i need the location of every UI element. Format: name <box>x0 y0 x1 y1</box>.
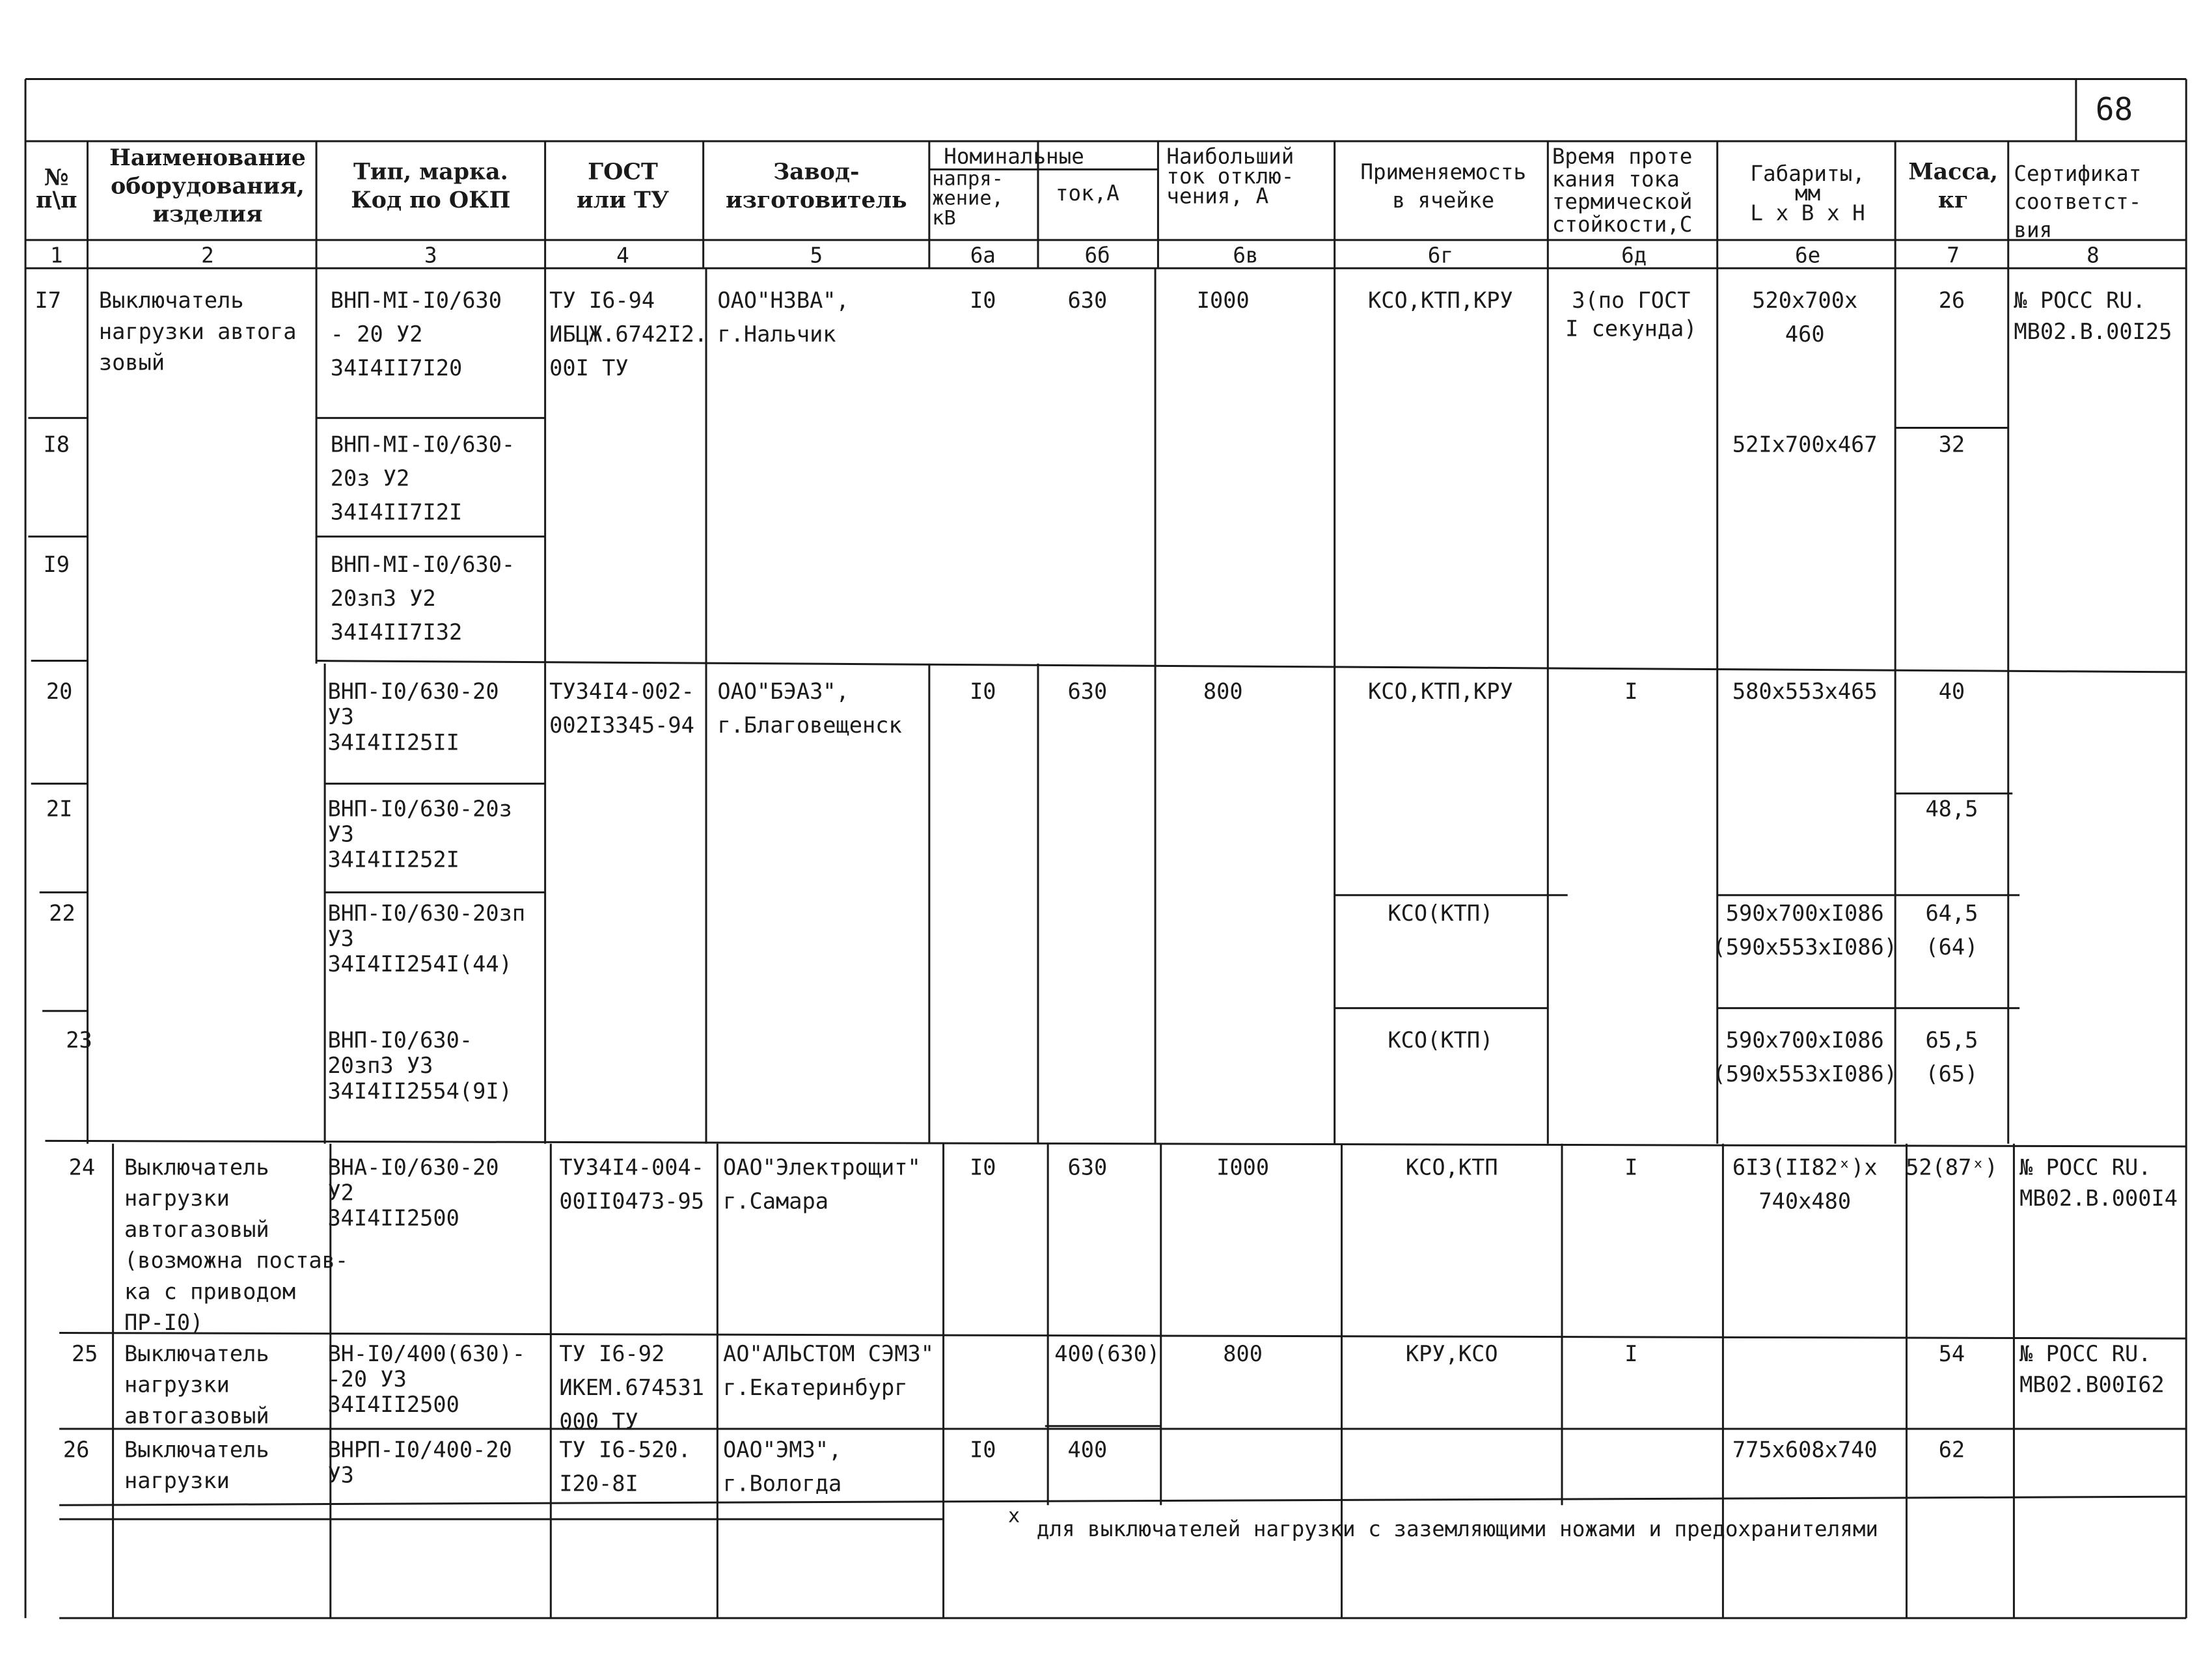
header-certificate: соответст- <box>2014 189 2142 215</box>
type-code: 34I4II2500 <box>327 1392 459 1417</box>
type-code: - 20 У2 <box>330 321 423 347</box>
header-applicability: в ячейке <box>1392 187 1495 213</box>
grid-line <box>59 1497 2186 1505</box>
header-withstand-time: Время проте <box>1552 144 1693 169</box>
header-breaking-current: Наибольший <box>1166 144 1294 169</box>
header-gost: или ТУ <box>576 186 670 213</box>
table-text-layer <box>35 92 2178 1541</box>
column-number: 2 <box>201 243 214 268</box>
type-code: 20з У2 <box>330 465 410 491</box>
column-number: 1 <box>49 243 63 268</box>
certificate-value: МВ02.В00I62 <box>2019 1372 2165 1398</box>
manufacturer: г.Самара <box>723 1188 828 1214</box>
dimensions-value: 52Ix700x467 <box>1732 431 1878 457</box>
row-number: 2I <box>46 796 73 822</box>
header-maker: изготовитель <box>725 186 907 213</box>
header-withstand-time: термической <box>1552 189 1693 215</box>
row-number: 24 <box>68 1154 96 1180</box>
header-voltage: кВ <box>932 207 956 230</box>
header-nominal: Номинальные <box>944 144 1084 169</box>
header-mass: Масса, <box>1908 158 1999 185</box>
type-code: ВНП-МI-I0/630- <box>330 551 515 577</box>
dimensions-value: 580x553x465 <box>1732 679 1878 705</box>
header-certificate: вия <box>2014 217 2053 243</box>
withstand-time-value: I <box>1624 1154 1638 1180</box>
column-number: 6г <box>1427 243 1454 268</box>
certificate-value: № РОСС RU. <box>2019 1154 2152 1180</box>
row-number: 23 <box>66 1027 92 1053</box>
type-code: -20 У3 <box>327 1366 407 1392</box>
type-code: ВНА-I0/630-20 <box>327 1154 499 1180</box>
withstand-time-value: I <box>1624 1340 1638 1366</box>
dimensions-value: (590x553xI086) <box>1712 1061 1897 1087</box>
mass-value: (65) <box>1925 1061 1978 1087</box>
row-number: I8 <box>43 431 70 457</box>
gost-spec: 002I3345-94 <box>549 712 694 738</box>
current-value: 400(630) <box>1054 1340 1160 1366</box>
row-number: I7 <box>34 288 62 314</box>
header-withstand-time: кания тока <box>1552 167 1680 192</box>
grid-line <box>59 1333 2186 1338</box>
mass-value: 65,5 <box>1925 1027 1978 1053</box>
manufacturer: ОАО"БЭАЗ", <box>717 679 849 705</box>
gost-spec: ИКЕМ.674531 <box>559 1374 705 1400</box>
dimensions-value: 590x700xI086 <box>1725 900 1884 926</box>
column-number: 7 <box>1947 243 1960 268</box>
certificate-value: № РОСС RU. <box>2014 288 2146 314</box>
type-code: 20зп3 У2 <box>330 585 436 611</box>
row-number: 22 <box>49 900 75 926</box>
type-code: У3 <box>327 925 354 951</box>
equipment-name: ка с приводом <box>124 1279 296 1305</box>
page-number: 68 <box>2095 92 2133 128</box>
certificate-value: МВ02.В.000I4 <box>2019 1185 2178 1212</box>
header-gost: ГОСТ <box>588 158 658 185</box>
breaking-current-value: I000 <box>1216 1154 1270 1180</box>
dimensions-value: 6I3(II82ˣ)x <box>1732 1154 1878 1180</box>
withstand-time-value: 3(по ГОСТ <box>1572 288 1691 314</box>
row-number: 25 <box>71 1340 98 1366</box>
certificate-value: № РОСС RU. <box>2019 1340 2152 1366</box>
manufacturer: г.Екатеринбург <box>723 1374 908 1400</box>
current-value: 630 <box>1067 1154 1108 1180</box>
type-code: ВНП-МI-I0/630 <box>330 288 502 314</box>
header-type: Код по ОКП <box>351 186 511 213</box>
voltage-value: I0 <box>970 288 996 314</box>
gost-spec: ТУ I6-520. <box>559 1437 691 1463</box>
header-certificate: Сертификат <box>2014 161 2142 186</box>
type-code: У3 <box>327 1462 354 1488</box>
gost-spec: ТУ I6-92 <box>559 1340 665 1366</box>
type-code: 34I4II25II <box>327 729 459 755</box>
gost-spec: ИБЦЖ.6742I2. <box>549 321 708 347</box>
equipment-name: нагрузки <box>124 1185 230 1212</box>
withstand-time-value: I <box>1624 679 1638 705</box>
header-dimensions: Габариты, <box>1750 161 1865 186</box>
type-code: ВНП-МI-I0/630- <box>330 431 515 457</box>
column-number: 6в <box>1233 243 1259 268</box>
type-code: ВНРП-I0/400-20 <box>327 1437 512 1463</box>
applicability-value: КСО,КТП <box>1405 1154 1498 1180</box>
manufacturer: г.Вологда <box>723 1470 842 1497</box>
mass-value: (64) <box>1925 934 1978 960</box>
equipment-name: нагрузки автога <box>98 318 297 344</box>
equipment-name: (возможна постав- <box>124 1247 349 1273</box>
type-code: У2 <box>327 1180 354 1206</box>
applicability-value: КСО,КТП,КРУ <box>1368 288 1513 314</box>
equipment-name: нагрузки <box>124 1372 230 1398</box>
current-value: 630 <box>1067 679 1108 705</box>
mass-value: 54 <box>1938 1340 1965 1366</box>
column-number: 6д <box>1621 243 1647 268</box>
header-dimensions: мм <box>1794 181 1821 206</box>
column-number: 6а <box>970 243 996 268</box>
column-number: 6е <box>1794 243 1821 268</box>
dimensions-value: (590x553xI086) <box>1712 934 1897 960</box>
row-number: I9 <box>43 551 70 577</box>
header-name: изделия <box>152 200 263 228</box>
mass-value: 26 <box>1938 288 1965 314</box>
type-code: 34I4II2500 <box>327 1205 459 1231</box>
manufacturer: ОАО"НЗВА", <box>717 288 849 314</box>
header-no: п\п <box>36 186 77 213</box>
equipment-name: Выключатель <box>124 1340 269 1366</box>
voltage-value: I0 <box>970 1437 996 1463</box>
equipment-name: нагрузки <box>124 1468 230 1494</box>
header-breaking-current: чения, А <box>1166 183 1269 209</box>
current-value: 400 <box>1067 1437 1108 1463</box>
gost-spec: ТУ I6-94 <box>549 288 655 314</box>
gost-spec: ТУ34I4-004- <box>559 1154 705 1180</box>
type-code: 34I4II7I32 <box>330 619 463 645</box>
header-applicability: Применяемость <box>1360 159 1527 185</box>
equipment-name: автогазовый <box>124 1403 269 1429</box>
equipment-name: зовый <box>98 349 165 375</box>
type-code: 34I4II7I2I <box>330 499 463 525</box>
type-code: У3 <box>327 821 354 847</box>
column-number: 3 <box>424 243 437 268</box>
equipment-name: Выключатель <box>98 288 244 314</box>
header-name: оборудования, <box>111 172 305 200</box>
gost-spec: 00II0473-95 <box>559 1188 705 1214</box>
equipment-name: Выключатель <box>124 1437 269 1463</box>
manufacturer: АО"АЛЬСТОМ СЭМЗ" <box>723 1340 934 1366</box>
row-number: 20 <box>46 679 73 705</box>
type-code: У3 <box>327 704 354 730</box>
header-type: Тип, марка. <box>353 158 508 185</box>
column-number: 6б <box>1084 243 1110 268</box>
type-code: ВНП-I0/630-20зп <box>327 900 526 926</box>
footnote-mark: x <box>1007 1504 1020 1528</box>
mass-value: 32 <box>1938 431 1965 457</box>
breaking-current-value: 800 <box>1223 1340 1263 1366</box>
equipment-name: Выключатель <box>124 1154 269 1180</box>
dimensions-value: 460 <box>1785 321 1825 347</box>
type-code: ВНП-I0/630-20з <box>327 796 512 822</box>
header-dimensions: L x B x H <box>1750 200 1865 226</box>
applicability-value: КСО(КТП) <box>1388 1027 1494 1053</box>
type-code: ВНП-I0/630-20 <box>327 679 499 705</box>
row-number: 26 <box>62 1437 90 1463</box>
header-breaking-current: ток отклю- <box>1166 164 1294 189</box>
mass-value: 52(87ˣ) <box>1906 1154 1998 1180</box>
dimensions-value: 775x608x740 <box>1732 1437 1878 1463</box>
certificate-value: МВ02.В.00I25 <box>2014 318 2172 344</box>
header-voltage: жение, <box>932 187 1004 210</box>
type-code: 34I4II252I <box>327 847 459 873</box>
manufacturer: ОАО"Электрощит" <box>723 1154 921 1180</box>
grid-line <box>316 661 2186 672</box>
gost-spec: ТУ34I4-002- <box>549 679 694 705</box>
manufacturer: г.Нальчик <box>717 321 836 347</box>
type-code: 34I4II2554(9I) <box>327 1078 512 1104</box>
column-number: 4 <box>616 243 629 268</box>
applicability-value: КСО,КТП,КРУ <box>1368 679 1513 705</box>
header-current: ток,А <box>1055 181 1119 206</box>
header-name: Наименование <box>109 144 306 171</box>
manufacturer: г.Благовещенск <box>717 712 902 738</box>
mass-value: 48,5 <box>1925 796 1978 822</box>
applicability-value: КСО(КТП) <box>1388 900 1494 926</box>
withstand-time-value: I секунда) <box>1565 316 1697 342</box>
equipment-name: автогазовый <box>124 1216 269 1242</box>
voltage-value: I0 <box>970 1154 996 1180</box>
column-number: 8 <box>2087 243 2100 268</box>
header-voltage: напря- <box>932 167 1004 191</box>
gost-spec: 000 ТУ <box>559 1409 638 1435</box>
voltage-value: I0 <box>970 679 996 705</box>
header-no: № <box>44 164 69 191</box>
mass-value: 40 <box>1938 679 1965 705</box>
equipment-name: ПР-I0) <box>124 1310 204 1336</box>
type-code: ВНП-I0/630- <box>327 1027 473 1053</box>
manufacturer: ОАО"ЭМЗ", <box>723 1437 842 1463</box>
gost-spec: I20-8I <box>559 1470 638 1497</box>
column-number: 5 <box>810 243 823 268</box>
type-code: 20зп3 У3 <box>327 1053 433 1079</box>
breaking-current-value: I000 <box>1196 288 1250 314</box>
type-code: 34I4II7I20 <box>330 355 463 381</box>
type-code: ВН-I0/400(630)- <box>327 1340 526 1366</box>
type-code: 34I4II254I(44) <box>327 951 512 977</box>
applicability-value: КРУ,КСО <box>1405 1340 1498 1366</box>
grid-line <box>45 1141 2186 1146</box>
dimensions-value: 740x480 <box>1758 1188 1852 1214</box>
dimensions-value: 590x700xI086 <box>1725 1027 1884 1053</box>
footnote-text: для выключателей нагрузки с заземляющими ножами и предохранителями <box>1036 1516 1879 1541</box>
mass-value: 64,5 <box>1925 900 1978 926</box>
gost-spec: 00I ТУ <box>549 355 629 381</box>
header-maker: Завод- <box>773 158 860 185</box>
header-withstand-time: стойкости,С <box>1552 211 1693 237</box>
breaking-current-value: 800 <box>1203 679 1243 705</box>
dimensions-value: 520x700x <box>1752 288 1858 314</box>
current-value: 630 <box>1067 288 1108 314</box>
mass-value: 62 <box>1938 1437 1965 1463</box>
header-mass: кг <box>1937 186 1969 213</box>
